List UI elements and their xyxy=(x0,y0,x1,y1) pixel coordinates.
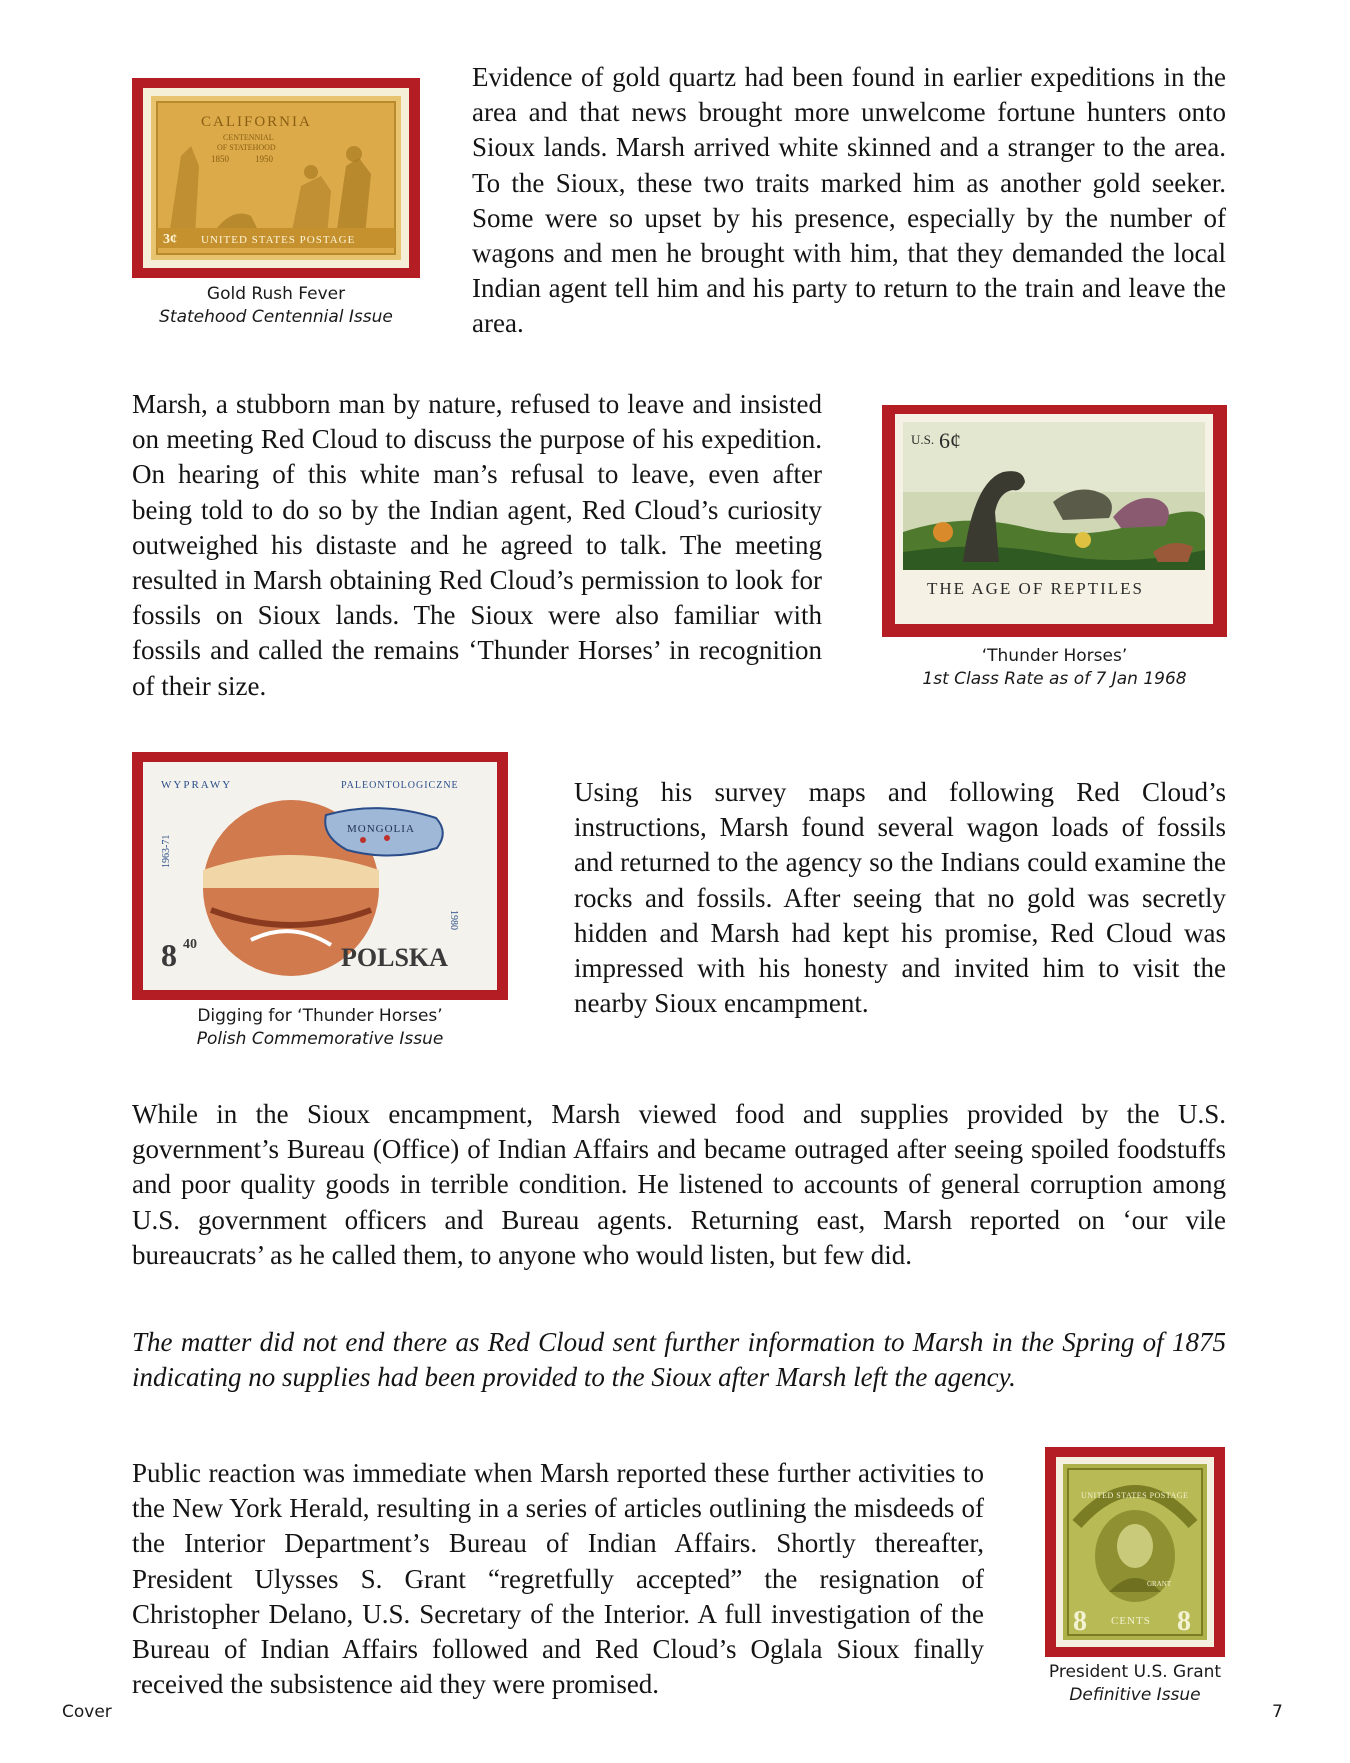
polska-stamp-top-right: PALEONTOLOGICZNE xyxy=(341,780,459,791)
grant-caption-title: President U.S. Grant xyxy=(1048,1662,1222,1682)
reptiles-stamp xyxy=(895,414,1213,624)
reptiles-stamp-value: 6¢ xyxy=(939,428,961,453)
california-stamp-year-from: 1850 xyxy=(211,154,229,164)
polska-caption-title: Digging for ‘Thunder Horses’ xyxy=(197,1006,443,1026)
california-stamp-art xyxy=(151,96,401,260)
polska-stamp xyxy=(143,762,497,990)
reptiles-stamp-country: U.S. xyxy=(911,432,935,447)
polska-stamp-value: 8 xyxy=(161,937,177,973)
california-stamp-line1: CENTENNIAL xyxy=(223,133,274,142)
grant-stamp-name: GRANT xyxy=(1147,1580,1172,1588)
grant-stamp-value-right: 8 xyxy=(1177,1606,1191,1637)
polska-stamp-country: POLSKA xyxy=(341,943,448,972)
california-stamp-year-to: 1950 xyxy=(255,154,273,164)
reptiles-caption-title: ‘Thunder Horses’ xyxy=(981,646,1128,666)
grant-stamp xyxy=(1056,1457,1214,1647)
paragraph-survey-maps: Using his survey maps and following Red Cloud’s instructions, Marsh found several wagon loads of fossils and returned to the agency so the Indians could examine the rocks and fossils. After seeing that no gold was secretly hidden and Marsh had kept his promise, Red Cloud was impressed with his honesty and invited him to visit the nearby Sioux encampment. xyxy=(574,777,1226,1019)
paragraph-red-cloud-meeting: Marsh, a stubborn man by nature, refused to leave and insisted on meeting Red Cloud to discuss the purpose of his expedition. On hearing of this white man’s refusal to leave, even after being told to do so by the Indian agent, Red Cloud’s curiosity outweighed his distaste and he agreed to talk. The meeting resulted in Marsh obtaining Red Cloud’s permission to look for fossils on Sioux lands. The Sioux were also familiar with fossils and called the remains ‘Thunder Horses’ in recognition of their size. xyxy=(132,389,822,701)
grant-caption xyxy=(1035,1661,1235,1707)
california-stamp-line2: OF STATEHOOD xyxy=(217,143,276,152)
polska-stamp-top-left: WYPRAWY xyxy=(161,779,233,791)
paragraph-public-reaction: Public reaction was immediate when Marsh reported these further activities to the New York Herald, resulting in a series of articles outlining the misdeeds of the Interior Department’s Bureau of Indian Affairs. Shortly thereafter, President Ulysses S. Grant “regretfully accepted” the resignation of Christopher Delano, U.S. Secretary of the Interior. A full investigation of the Bureau of Indian Affairs followed and Red Cloud’s Oglala Sioux finally received the subsistence aid they were promised. xyxy=(132,1458,984,1700)
paragraph-encampment: While in the Sioux encampment, Marsh viewed food and supplies provided by the U.S. government’s Bureau (Office) of Indian Affairs and became outraged after seeing spoiled foodstuffs and poor quality goods in terrible condition. He listened to accounts of general corruption among U.S. government officers and Bureau agents. Returning east, Marsh reported on ‘our vile bureaucrats’ as he called them, to anyone who would listen, but few did. xyxy=(132,1099,1226,1270)
california-stamp-footer: UNITED STATES POSTAGE xyxy=(201,234,356,246)
reptiles-caption-subtitle: 1st Class Rate as of 7 Jan 1968 xyxy=(922,669,1187,689)
grant-stamp-cents: CENTS xyxy=(1111,1615,1151,1627)
polska-stamp-year: 1980 xyxy=(448,910,459,930)
paragraph-spring-1875: The matter did not end there as Red Cloud sent further information to Marsh in the Spring of 1875 indicating no supplies had been provided to the Sioux after Marsh left the agency. xyxy=(132,1327,1226,1393)
reptiles-stamp-art xyxy=(903,422,1205,616)
footer-cover-link[interactable]: Cover xyxy=(62,1702,112,1722)
california-stamp xyxy=(143,88,409,268)
california-caption xyxy=(132,283,420,329)
page-number: 7 xyxy=(1272,1702,1283,1722)
california-stamp-name: CALIFORNIA xyxy=(201,114,312,130)
polska-stamp-region: MONGOLIA xyxy=(347,823,415,835)
reptiles-stamp-title: THE AGE OF REPTILES xyxy=(927,579,1144,598)
california-caption-subtitle: Statehood Centennial Issue xyxy=(159,307,393,327)
california-stamp-denomination: 3¢ xyxy=(163,232,177,247)
grant-stamp-top: UNITED STATES POSTAGE xyxy=(1081,1491,1189,1500)
california-caption-title: Gold Rush Fever xyxy=(206,284,346,304)
polska-stamp-value-sup: 40 xyxy=(183,937,197,952)
polska-stamp-art xyxy=(151,770,489,982)
polska-stamp-years: 1963-71 xyxy=(161,834,172,868)
grant-caption-subtitle: Definitive Issue xyxy=(1069,1685,1201,1705)
reptiles-caption xyxy=(882,645,1227,691)
grant-stamp-value-left: 8 xyxy=(1073,1606,1087,1637)
polska-caption xyxy=(132,1005,508,1051)
polska-caption-subtitle: Polish Commemorative Issue xyxy=(196,1029,444,1049)
paragraph-gold-quartz: Evidence of gold quartz had been found in earlier expeditions in the area and that news brought more unwelcome fortune hunters onto Sioux lands. Marsh arrived white skinned and a stranger to the area. To the Sioux, these two traits marked him as another gold seeker. Some were so upset by his presence, especially by the number of wagons and men he brought with him, that they demanded the local Indian agent tell him and his party to return to the train and leave the area. xyxy=(472,62,1226,339)
grant-stamp-art xyxy=(1063,1464,1207,1640)
